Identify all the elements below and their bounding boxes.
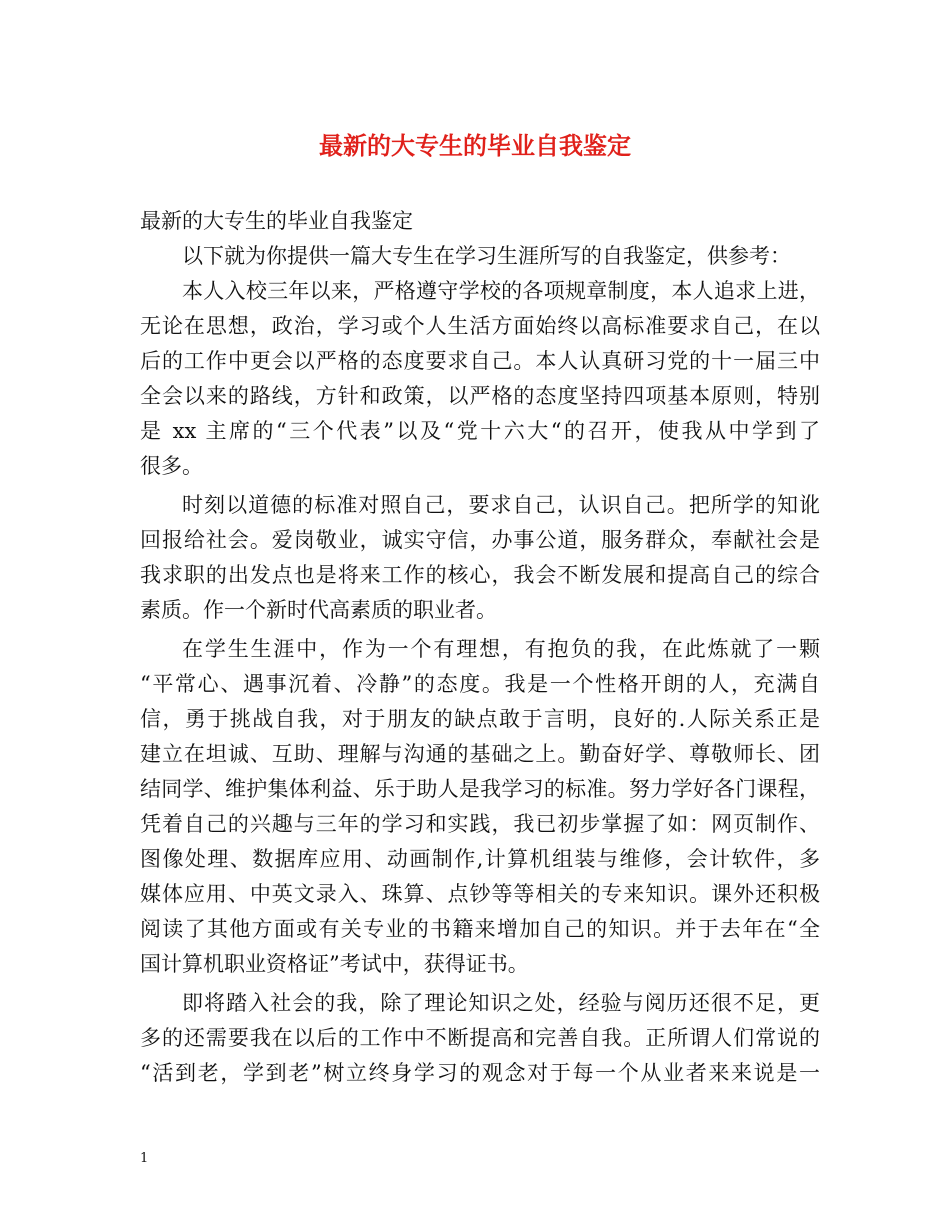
page-number: 1 [140, 1151, 149, 1166]
paragraph-line: 在学生生涯中，作为一个有理想，有抱负的我，在此炼就了一颗 [182, 637, 820, 661]
paragraph-line: 我求职的出发点也是将来工作的核心，我会不断发展和提高自己的综合 [140, 563, 820, 587]
paragraph-line: 阅读了其他方面或有关专业的书籍来增加自己的知识。并于去年在“全 [140, 917, 820, 941]
paragraph-line: “活到老，学到老”树立终身学习的观念对于每一个从业者来来说是一 [140, 1061, 820, 1085]
paragraph-line: 后的工作中更会以严格的态度要求自己。本人认真研习党的十一届三中 [140, 349, 820, 373]
page-title: 最新的大专生的毕业自我鉴定 [319, 132, 631, 160]
paragraph-line: 是 xx 主席的“三个代表”以及“党十六大“的召开，使我从中学到了 [140, 419, 820, 443]
paragraph-line: “平常心、遇事沉着、冷静”的态度。我是一个性格开朗的人，充满自 [140, 672, 820, 696]
paragraph-line: 信，勇于挑战自我，对于朋友的缺点敢于言明，良好的.人际关系正是 [140, 707, 820, 731]
paragraph-line: 素质。作一个新时代高素质的职业者。 [140, 598, 497, 622]
paragraph-line: 回报给社会。爱岗敬业，诚实守信，办事公道，服务群众，奉献社会是 [140, 528, 820, 552]
paragraph-line: 建立在坦诚、互助、理解与沟通的基础之上。勤奋好学、尊敬师长、团 [140, 742, 820, 766]
paragraph-line: 即将踏入社会的我，除了理论知识之处，经验与阅历还很不足，更 [182, 991, 820, 1015]
intro-line: 以下就为你提供一篇大专生在学习生涯所写的自我鉴定，供参考： [182, 244, 791, 268]
paragraph-line: 本人入校三年以来，严格遵守学校的各项规章制度，本人追求上进， [182, 279, 820, 303]
paragraph-line: 结同学、维护集体利益、乐于助人是我学习的标准。努力学好各门课程， [140, 777, 820, 801]
paragraph-line: 全会以来的路线，方针和政策，以严格的态度坚持四项基本原则，特别 [140, 384, 820, 408]
document-heading: 最新的大专生的毕业自我鉴定 [140, 209, 413, 233]
paragraph-line: 多的还需要我在以后的工作中不断提高和完善自我。正所谓人们常说的 [140, 1026, 820, 1050]
paragraph-line: 国计算机职业资格证”考试中，获得证书。 [140, 952, 529, 976]
paragraph-line: 时刻以道德的标准对照自己，要求自己，认识自己。把所学的知讹 [182, 493, 820, 517]
paragraph-line: 凭着自己的兴趣与三年的学习和实践，我已初步掌握了如：网页制作、 [140, 812, 820, 836]
paragraph-line: 很多。 [140, 454, 203, 478]
paragraph-line: 媒体应用、中英文录入、珠算、点钞等等相关的专来知识。课外还积极 [140, 882, 820, 906]
paragraph-line: 图像处理、数据库应用、动画制作,计算机组装与维修，会计软件，多 [140, 847, 820, 871]
paragraph-line: 无论在思想，政治，学习或个人生活方面始终以高标准要求自己，在以 [140, 314, 820, 338]
